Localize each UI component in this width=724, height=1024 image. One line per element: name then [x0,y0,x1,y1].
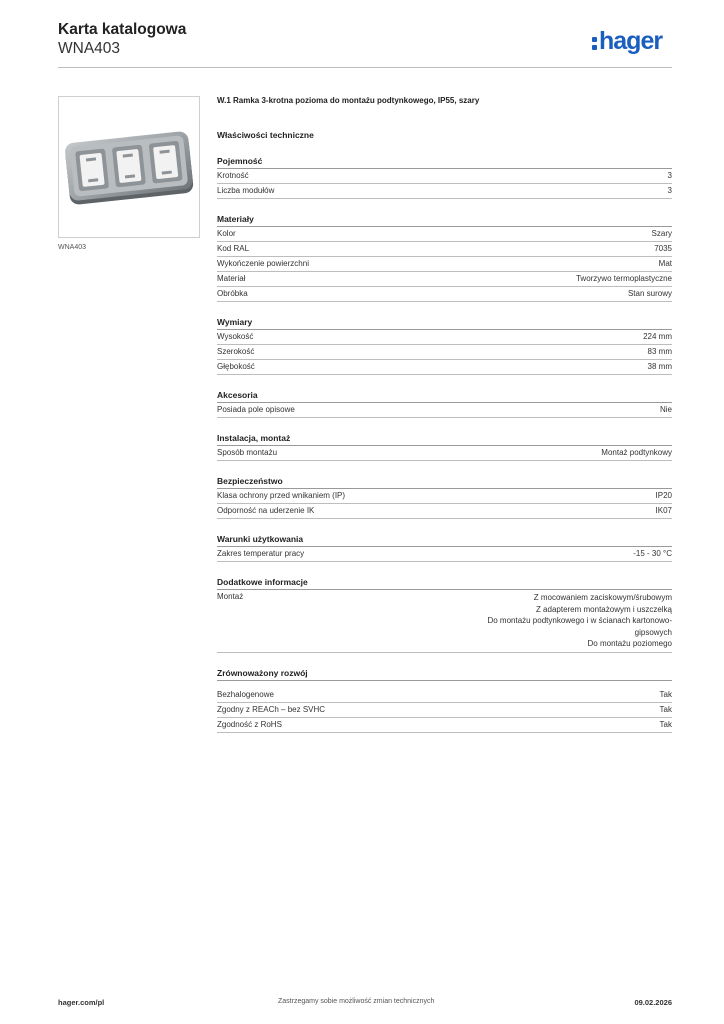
footer-date: 09.02.2026 [634,998,672,1007]
value-line: Do montażu podtynkowego i w ścianach kartonowo- [487,616,672,625]
spec-section [217,433,672,461]
spec-section [217,534,672,562]
spec-row [217,287,672,302]
frame-3-gang-icon [59,97,199,237]
row-value: 3 [667,186,672,195]
section-title: Pojemność [217,156,672,169]
spec-row [217,504,672,519]
row-value: 224 mm [643,332,672,341]
spec-row [217,547,672,562]
logo-text: hager [599,27,663,55]
row-value: IP20 [655,491,672,500]
row-value: Nie [659,405,672,414]
logo-dots-icon [592,37,597,50]
section-title: Zrównoważony rozwój [217,668,672,681]
row-label: Sposób montażu [217,448,278,457]
footer-website-link[interactable]: hager.com/pl [58,998,105,1007]
spec-row [217,360,672,375]
row-value: 83 mm [647,347,672,356]
spec-row [217,257,672,272]
section-title: Bezpieczeństwo [217,476,672,489]
section-title: Akcesoria [217,390,672,403]
product-code: WNA403 [58,40,121,57]
row-label: Obróbka [217,289,248,298]
row-label: Kolor [217,229,236,238]
spec-row [217,403,672,418]
row-value: Tak [659,719,672,729]
header-divider [58,67,672,68]
value-line: Z mocowaniem zaciskowym/śrubowym [533,593,672,602]
product-title: W.1 Ramka 3-krotna pozioma do montażu podtynkowego, IP55, szary [217,96,480,105]
spec-row [217,703,672,718]
spec-row [217,446,672,461]
value-line: gipsowych [634,627,672,637]
row-value: Tak [659,704,672,714]
row-value: IK07 [655,506,672,515]
row-label: Klasa ochrony przed wnikaniem (IP) [217,491,346,500]
row-label: Posiada pole opisowe [217,405,295,414]
spec-section [217,390,672,418]
row-value: 3 [667,171,672,180]
row-label: Montaż [217,592,244,601]
row-value: Mat [658,259,672,268]
spec-section [217,214,672,302]
row-label: Zgodność z RoHS [217,719,282,729]
spec-row [217,489,672,504]
sustainability-rows [217,688,672,733]
row-label: Zgodny z REACh – bez SVHC [217,704,326,714]
row-label: Materiał [217,274,246,283]
spec-row [217,330,672,345]
spec-row [217,227,672,242]
row-value: Tak [659,689,672,699]
row-label: Wykończenie powierzchni [217,259,309,268]
row-label: Szerokość [217,347,255,356]
document-header [58,20,186,58]
spec-row [217,169,672,184]
section-title: Dodatkowe informacje [217,577,672,590]
spec-section-sustainability [217,668,672,733]
row-label: Głębokość [217,362,255,371]
footer-notice: Zastrzegamy sobie możliwość zmian technicznych [278,998,435,1005]
spec-row [217,184,672,199]
spec-row [217,688,672,703]
value-line: Do montażu poziomego [587,639,672,648]
row-value: Montaż podtynkowy [601,448,672,457]
section-title: Warunki użytkowania [217,534,672,547]
section-title: Instalacja, montaż [217,433,672,446]
spec-sections [217,156,672,562]
row-label: Krotność [217,171,249,180]
row-label: Odporność na uderzenie IK [217,506,315,515]
row-label: Bezhalogenowe [217,689,274,699]
spec-section [217,156,672,199]
value-line: Z adapterem montażowym i uszczelką [535,604,672,614]
row-value: Tworzywo termoplastyczne [575,274,672,283]
row-value [487,592,672,650]
spec-row [217,718,672,733]
row-value: Szary [651,229,672,238]
spec-content [217,95,672,733]
spec-row [217,242,672,257]
row-value: 7035 [654,244,672,253]
spec-section [217,317,672,375]
row-value: Stan surowy [627,289,672,298]
section-title: Materiały [217,214,672,227]
row-label: Zakres temperatur pracy [217,549,305,558]
hager-logo [592,27,662,55]
document-title: Karta katalogowa [58,21,187,38]
row-label: Liczba modułów [217,186,275,195]
section-title: Wymiary [217,317,672,330]
spec-section-additional [217,577,672,653]
spec-section [217,476,672,519]
image-caption: WNA403 [58,244,87,251]
row-label: Kod RAL [217,244,250,253]
technical-properties-title: Właściwości techniczne [217,130,314,140]
row-label: Wysokość [217,332,254,341]
spec-row [217,272,672,287]
row-value: -15 - 30 °C [633,549,672,558]
spec-row [217,345,672,360]
row-value: 38 mm [647,362,672,371]
spec-row [217,590,672,653]
product-image [58,96,200,238]
